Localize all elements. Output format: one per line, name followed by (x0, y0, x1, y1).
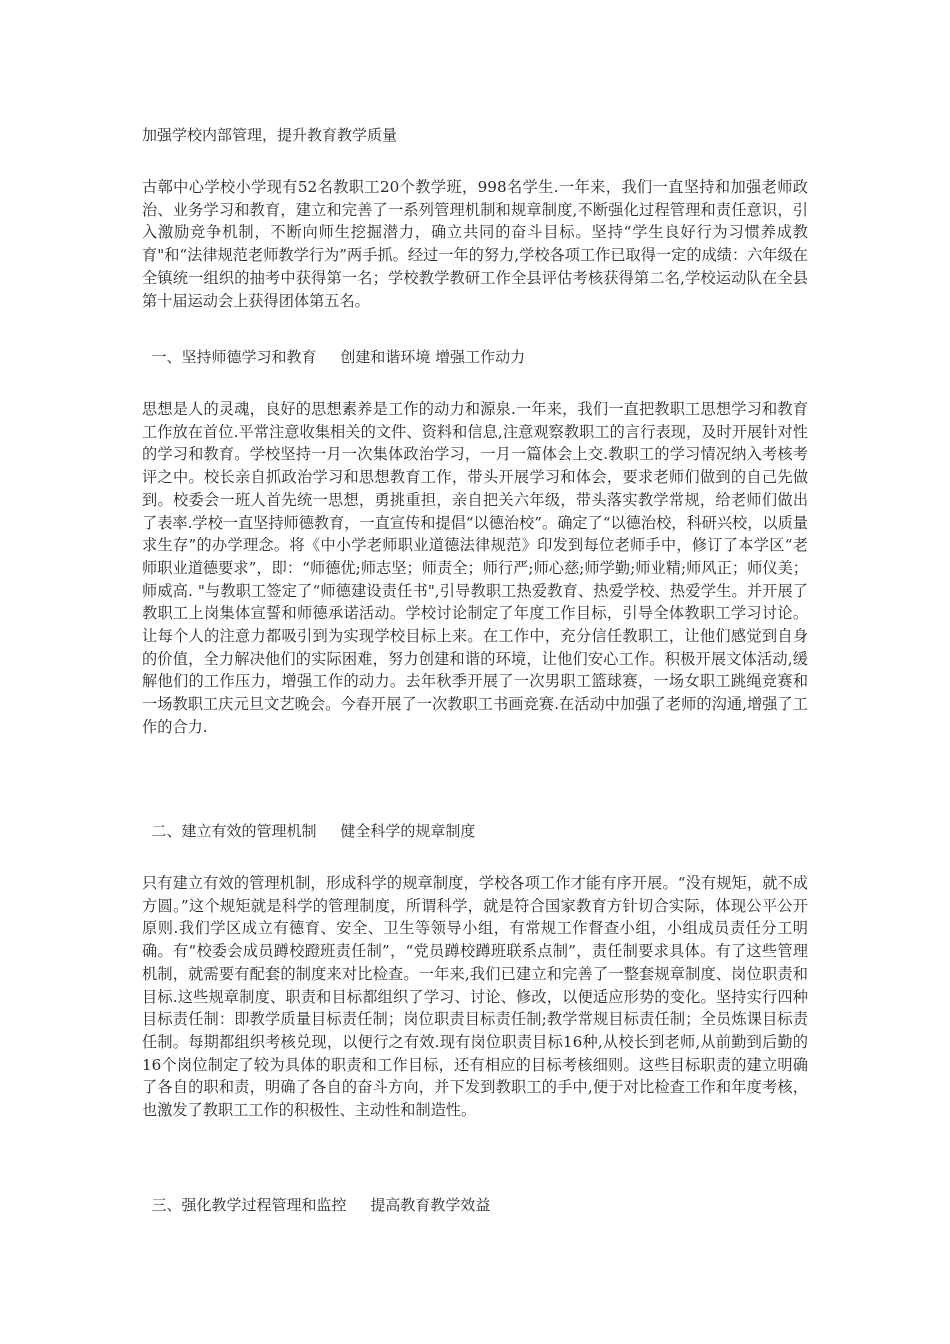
section-2-paragraph: 只有建立有效的管理机制，形成科学的规章制度，学校各项工作才能有序开展。“没有规矩，就不成方圆。”这个规矩就是科学的管理制度，所谓科学，就是符合国家教育方针切合实际，体现公平公开原则.我们学区成立有德育、安全、卫生等领导小组，有常规工作督查小组，小组成员责任分工明确。有“校委会成员蹲校蹬班责任制”，“党员蹲校蹲班联系点制”，责任制要求具体。有了这些管理机制，就需要有配套的制度来对比检查。一年来,我们已建立和完善了一整套规章制度、岗位职责和目标.这些规章制度、职责和目标都组织了学习、讨论、修改，以便适应形势的变化。坚持实行四种目标责任制：即教学质量目标责任制；岗位职责目标责任制;教学常规目标责任制；全员炼课目标责任制。每期都组织考核兑现，以便行之有效.现有岗位职责目标16种,从校长到老师,从前勤到后勤的16个岗位制定了较为具体的职责和工作目标，还有相应的目标考核细则。这些目标职责的建立明确了各自的职和责，明确了各自的奋斗方向，并下发到教职工的手中,便于对比检查工作和年度考核，也激发了教职工工作的积极性、主动性和制造性。 (142, 874, 808, 1120)
intro-paragraph: 古鄣中心学校小学现有52名教职工20个教学班，998名学生.一年来，我们一直坚持和加强老师政治、业务学习和教育，建立和完善了一系列管理机制和规章制度,不断强化过程管理和责任意识，引入激励竞争机制，不断向师生挖掘潜力，确立共同的奋斗目标。坚持“学生良好行为习惯养成教育"和“法律规范老师教学行为”两手抓。经过一年的努力,学校各项工作已取得一定的成绩：六年级在全镇统一组织的抽考中获得第一名；学校教学教研工作全县评估考核获得第二名,学校运动队在全县第十届运动会上获得团体第五名。 (142, 178, 808, 310)
document-title: 加强学校内部管理，提升教育教学质量 (142, 126, 398, 144)
section-3-heading: 三、强化教学过程管理和监控 提高教育教学效益 (142, 1196, 491, 1214)
section-2-heading: 二、建立有效的管理机制 健全科学的规章制度 (142, 822, 476, 840)
section-1-paragraph: 思想是人的灵魂，良好的思想素养是工作的动力和源泉.一年来，我们一直把教职工思想学习和教育工作放在首位.平常注意收集相关的文件、资料和信息,注意观察教职工的言行表现，及时开展针对性的学习和教育。学校坚持一月一次集体政治学习，一月一篇体会上交.教职工的学习情况纳入考核考评之中。校长亲自抓政治学习和思想教育工作，带头开展学习和体会，要求老师们做到的自己先做到。校委会一班人首先统一思想，勇挑重担，亲自把关六年级，带头落实教学常规，给老师们做出了表率.学校一直坚持师德教育，一直宣传和提倡“以德治校”。确定了“以德治校，科研兴校，以质量求生存”的办学理念。将《中小学老师职业道德法律规范》印发到每位老师手中，修订了本学区“老师职业道德要求”，即：“师德优;师志坚；师责全；师行严;师心慈;师学勤;师业精;师风正；师仪美；师威高. "与教职工签定了“师德建设责任书",引导教职工热爱教育、热爱学校、热爱学生。并开展了教职工上岗集体宣誓和师德承诺活动。学校讨论制定了年度工作目标，引导全体教职工学习讨论。让每个人的注意力都吸引到为实现学校目标上来。在工作中，充分信任教职工，让他们感觉到自身的价值，全力解决他们的实际困难，努力创建和谐的环境，让他们安心工作。积极开展文体活动,缓解他们的工作压力，增强工作的动力。去年秋季开展了一次男职工篮球赛，一场女职工跳绳竞赛和一场教职工庆元旦文艺晚会。今春开展了一次教职工书画竞赛.在活动中加强了老师的沟通,增强了工作的合力. (142, 400, 808, 736)
section-1-heading: 一、坚持师德学习和教育 创建和谐环境 增强工作动力 (142, 348, 526, 366)
